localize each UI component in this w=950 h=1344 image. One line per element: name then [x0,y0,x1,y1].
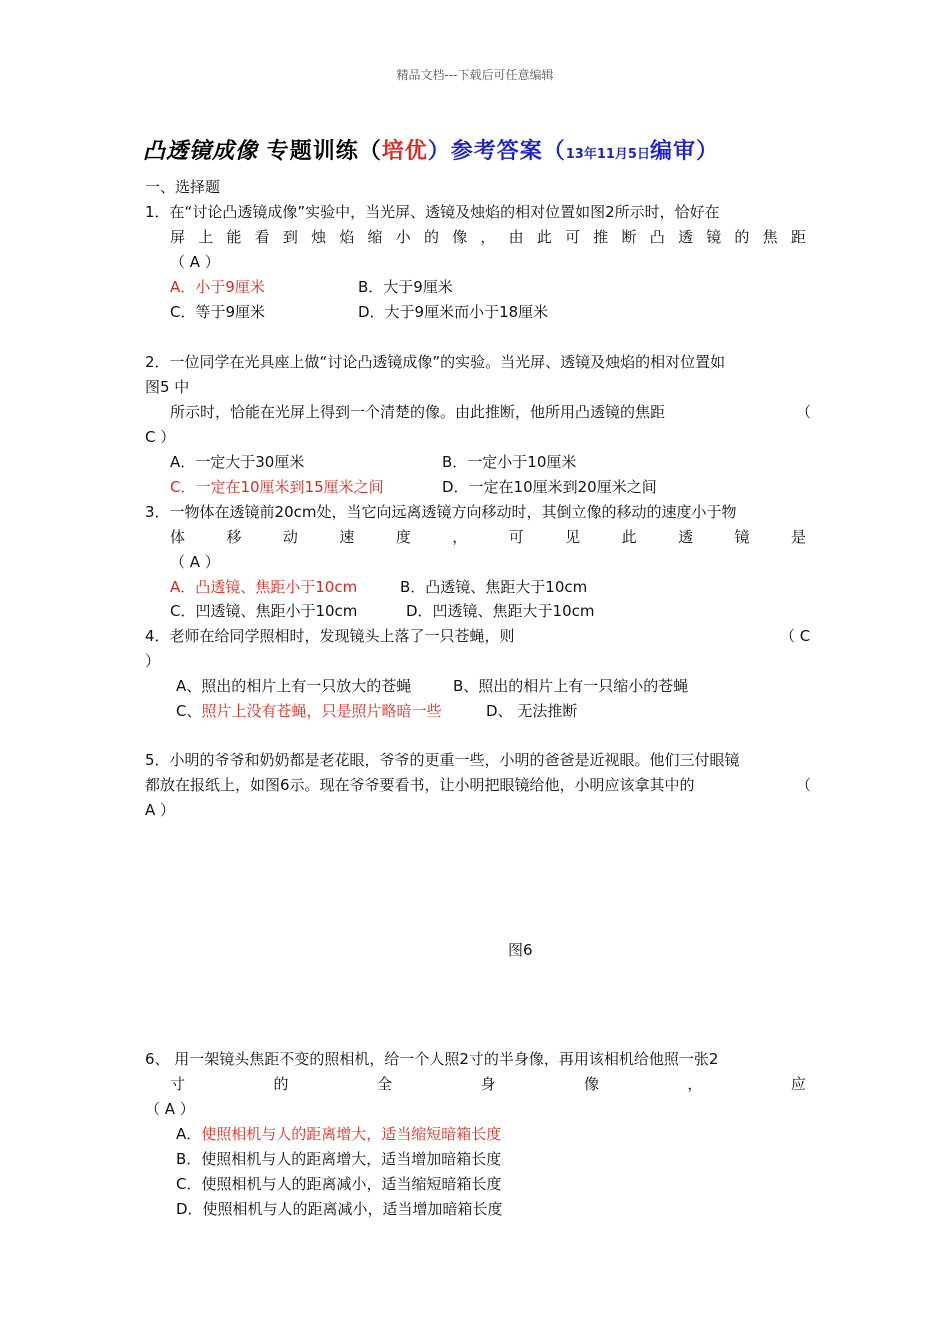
q1-option-a: A．小于9厘米 [170,278,265,296]
q1-option-c: C．等于9厘米 [170,303,266,321]
q3-option-c: C．凹透镜、焦距小于10cm [170,602,358,620]
q3-option-a: A．凸透镜、焦距小于10cm [170,578,358,596]
title-part2: 专题训练（ [266,139,382,164]
q1-line2-char: 像 [452,228,468,246]
q3-option-b: B．凸透镜、焦距大于10cm [400,578,588,596]
q3-line2-char: 动 [282,528,298,546]
q6-line2-char: 寸 [170,1075,186,1093]
q1-line2-char: 看 [254,228,270,246]
q6-line2-char: 身 [480,1075,496,1093]
q3-line2-char: 此 [621,528,637,546]
q2-line1: 2．一位同学在光具座上做“讨论凸透镜成像”的实验。当光屏、透镜及烛焰的相对位置如 [145,353,726,371]
q6-line2-char: 的 [273,1075,289,1093]
q3-line1: 3．一物体在透镜前20cm处，当它向远离透镜方向移动时，其倒立像的移动的速度小于物 [145,503,737,521]
q3-line2 [170,527,806,547]
q1-line2-char: ， [480,228,496,246]
q2-option-d: D．一定在10厘米到20厘米之间 [442,478,657,496]
q4-close-paren: ） [145,652,161,670]
q4-option-a: A、照出的相片上有一只放大的苍蝇 [176,677,412,695]
q5-line2: 都放在报纸上，如图6示。现在爷爷要看书，让小明把眼镜给他，小明应该拿其中的 [145,776,695,794]
q1-line2-char: 小 [395,228,411,246]
q6-option-c: C．使照相机与人的距离减小，适当缩短暗箱长度 [176,1175,502,1193]
q4-option-d: D、 无法推断 [486,702,578,720]
q1-line2-char: 焰 [339,228,355,246]
q2-option-a: A．一定大于30厘米 [170,453,305,471]
q1-line2-char: 凸 [649,228,665,246]
title-part1: 凸透镜成像 [143,139,259,164]
q1-line2-char: 缩 [367,228,383,246]
q1-line2-char: 可 [565,228,581,246]
q1-line2-char: 断 [621,228,637,246]
q1-line2-char: 距 [790,228,806,246]
q3-line2-char: 度 [395,528,411,546]
q2-paren: （ [796,403,812,421]
q3-line2-char: 可 [508,528,524,546]
q6-line2-char: 全 [376,1075,392,1093]
q4-line1: 4．老师在给同学照相时，发现镜头上落了一只苍蝇，则 [145,627,515,645]
q3-line2-char: 是 [790,528,806,546]
q4-option-c-text: 照片上没有苍蝇，只是照片略暗一些 [201,702,442,720]
q1-line2-char: 上 [198,228,214,246]
q1-line2-char: 由 [508,228,524,246]
q3-line2-char: 镜 [734,528,750,546]
page-title [143,134,719,165]
title-part3: 培优 [381,139,428,164]
q2-option-b: B．一定小于10厘米 [442,453,577,471]
q6-option-a-label: A． [176,1125,202,1143]
q3-line2-char: 移 [226,528,242,546]
q1-option-d: D．大于9厘米而小于18厘米 [358,303,549,321]
q3-line2-char: 速 [339,528,355,546]
q1-line2-char: 能 [226,228,242,246]
page-header: 精品文档---下载后可任意编辑 [396,68,554,82]
q2-line3: 所示时，恰能在光屏上得到一个清楚的像。由此推断，他所用凸透镜的焦距 [170,403,666,421]
q3-line2-char: ， [452,528,468,546]
q1-line2-char: 烛 [311,228,327,246]
q1-line2-char: 到 [282,228,298,246]
title-part6: 编审） [649,139,719,164]
q6-option-d: D．使照相机与人的距离减小，适当增加暗箱长度 [176,1200,503,1218]
q1-answer: （ A ） [170,253,220,271]
q6-line2-char: 应 [790,1075,806,1093]
q1-line2-char: 此 [536,228,552,246]
q1-line1: 1．在“讨论凸透镜成像”实验中，当光屏、透镜及烛焰的相对位置如图2所示时，恰好在 [145,203,720,221]
q6-line2-char: ， [687,1075,703,1093]
q1-option-b: B．大于9厘米 [358,278,453,296]
q4-option-c [176,701,442,721]
q1-line2-char: 的 [423,228,439,246]
q5-line1: 5．小明的爷爷和奶奶都是老花眼，爷爷的更重一些，小明的爸爸是近视眼。他们三付眼镜 [145,751,740,769]
q3-line2-char: 透 [678,528,694,546]
q1-line2-char: 焦 [762,228,778,246]
q6-answer: （ A ） [145,1100,195,1118]
q1-line2-char: 推 [593,228,609,246]
q1-line2-char: 镜 [706,228,722,246]
q2-option-c: C．一定在10厘米到15厘米之间 [170,478,384,496]
q1-line2 [170,227,806,247]
q4-option-c-label: C、 [176,702,202,720]
title-part4: ）参考答案（ [427,139,566,164]
q5-paren: （ [796,776,812,794]
q2-answer: C ） [145,428,176,446]
q1-line2-char: 的 [734,228,750,246]
q6-option-b: B．使照相机与人的距离增大，适当增加暗箱长度 [176,1150,502,1168]
q1-line2-char: 屏 [170,228,186,246]
q3-line2-char: 体 [170,528,186,546]
q2-line2: 图5 中 [145,378,190,396]
q5-answer: A ） [145,801,176,819]
title-date: 13年11月5日 [565,147,650,162]
section-heading: 一、选择题 [145,178,221,196]
q3-answer: （ A ） [170,553,220,571]
q1-line2-char: 透 [677,228,693,246]
q6-line2 [170,1074,806,1094]
q4-answer: （ C [780,627,811,645]
q3-option-d: D．凹透镜、焦距大于10cm [406,602,595,620]
q6-line2-char: 像 [583,1075,599,1093]
figure-caption: 图6 [508,941,533,959]
q6-line1: 6、 用一架镜头焦距不变的照相机，给一个人照2寸的半身像，再用该相机给他照一张2 [145,1050,719,1068]
q6-option-a [176,1124,501,1144]
q4-option-b: B、照出的相片上有一只缩小的苍蝇 [453,677,689,695]
q6-option-a-text: 使照相机与人的距离增大，适当缩短暗箱长度 [201,1125,502,1143]
q3-line2-char: 见 [565,528,581,546]
